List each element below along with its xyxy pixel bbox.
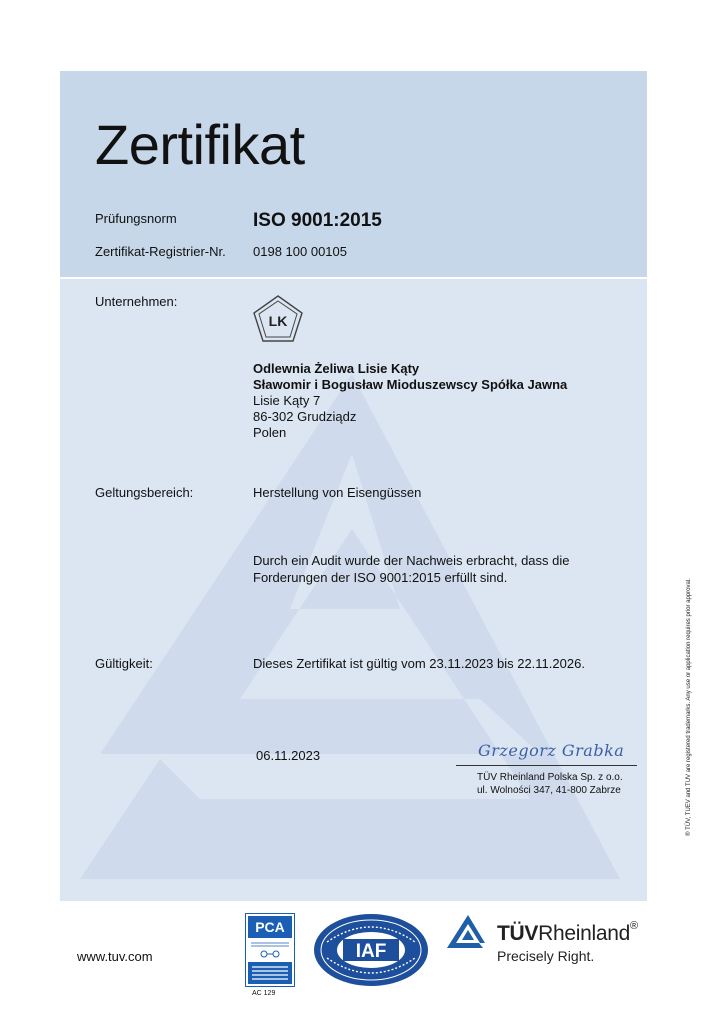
validity-label: Gültigkeit: <box>95 656 153 671</box>
svg-text:PCA: PCA <box>255 919 285 935</box>
audit-statement-line1: Durch ein Audit wurde der Nachweis erbracht, dass die <box>253 553 570 568</box>
company-address-line1: Lisie Kąty 7 <box>253 393 321 408</box>
company-country: Polen <box>253 425 287 440</box>
company-logo <box>252 294 304 344</box>
certificate-title: Zertifikat <box>95 113 305 176</box>
scope-value: Herstellung von Eisengüssen <box>253 485 422 500</box>
pca-accreditation-code: AC 129 <box>252 990 276 997</box>
scope-label: Geltungsbereich: <box>95 485 194 500</box>
company-address-line2: 86-302 Grudziądz <box>253 409 357 424</box>
company-label: Unternehmen: <box>95 294 178 309</box>
company-logo-text: LK <box>268 313 288 329</box>
tuv-brand-name: TÜVRheinland® <box>497 920 638 945</box>
registration-label: Zertifikat-Registrier-Nr. <box>95 244 226 259</box>
iaf-mla-logo <box>313 913 429 987</box>
issue-date: 06.11.2023 <box>256 748 321 763</box>
audit-statement-line2: Forderungen der ISO 9001:2015 erfüllt sind. <box>253 570 508 585</box>
pca-accreditation-logo <box>245 913 295 987</box>
company-name-line1: Odlewnia Żeliwa Lisie Kąty <box>253 361 420 376</box>
issuer-line1: TÜV Rheinland Polska Sp. z o.o. <box>477 772 623 783</box>
footer-website-link[interactable]: www.tuv.com <box>77 949 153 964</box>
signature-line <box>456 765 637 766</box>
tuv-tagline: Precisely Right. <box>497 948 595 964</box>
standard-value: ISO 9001:2015 <box>253 210 382 231</box>
registration-value: 0198 100 00105 <box>253 244 347 259</box>
tuv-triangle-logo-icon <box>447 914 489 950</box>
signature: Grzegorz Grabka <box>478 741 625 760</box>
issuer-line2: ul. Wolności 347, 41-800 Zabrze <box>477 785 621 796</box>
standard-label: Prüfungsnorm <box>95 211 177 226</box>
validity-value: Dieses Zertifikat ist gültig vom 23.11.2023 bis 22.11.2026. <box>253 656 585 671</box>
svg-text:IAF: IAF <box>355 941 387 962</box>
company-name-line2: Sławomir i Bogusław Mioduszewscy Spółka Jawna <box>253 377 568 392</box>
